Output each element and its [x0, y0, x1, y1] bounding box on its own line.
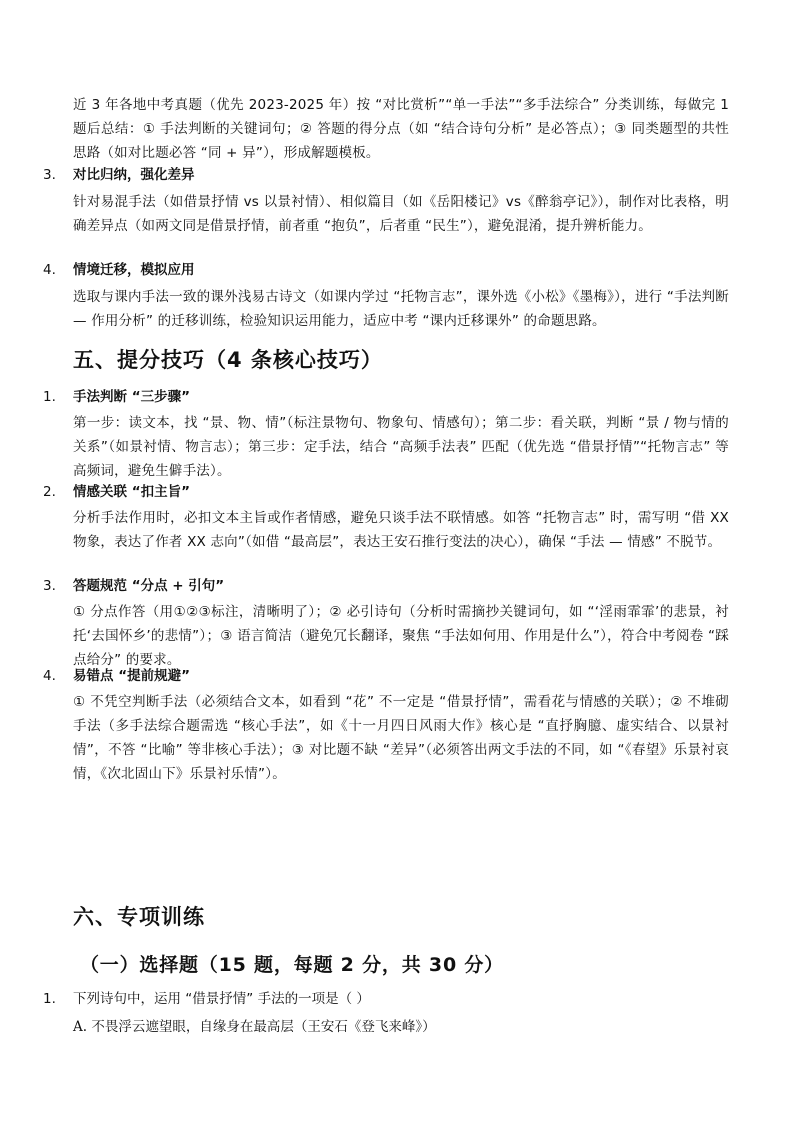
- subsection-heading: （一）选择题（15 题，每题 2 分，共 30 分）: [80, 954, 504, 976]
- tip-number: 2.: [43, 484, 56, 500]
- tip-body: 第一步：读文本，找 “景、物、情”（标注景物句、物象句、情感句）；第二步：看关联，判断 “景 / 物与情的关系”（如景衬情、物言志）；第三步：定手法，结合 “高频手法表” 匹配（优先选 “借景抒情”“托物言志” 等高频词，避免生僻手法）。: [73, 415, 729, 479]
- intro-paragraph: 近 3 年各地中考真题（优先 2023-2025 年）按 “对比赏析”“单一手法”“多手法综合” 分类训练，每做完 1 题后总结：① 手法判断的关键词句；② 答题的得分点（如 “结合诗句分析” 是必答点）；③ 同类题型的共性思路（如对比题必答 “同 + 异”），形成解题模板。: [73, 97, 729, 161]
- method-item-body: 选取与课内手法一致的课外浅易古诗文（如课内学过 “托物言志”，课外选《小松》《墨梅》），进行 “手法判断 — 作用分析” 的迁移训练，检验知识运用能力，适应中考 “课内迁移课外” 的命题思路。: [73, 289, 729, 329]
- tip-number: 1.: [43, 389, 56, 405]
- method-item-number: 4.: [43, 262, 56, 278]
- tip-body: 分析手法作用时，必扣文本主旨或作者情感，避免只谈手法不联情感。如答 “托物言志” 时，需写明 “借 XX 物象，表达了作者 XX 志向”（如借 “最高层”，表达王安石推行变法的决心），确保 “手法 — 情感” 不脱节。: [73, 510, 729, 550]
- tip-title: 易错点 “提前规避”: [73, 668, 190, 684]
- method-item-title: 情境迁移，模拟应用: [73, 262, 195, 278]
- tip-title: 手法判断 “三步骤”: [73, 389, 190, 405]
- question-stem: 下列诗句中，运用 “借景抒情” 手法的一项是（ ）: [73, 991, 370, 1007]
- method-item-body: 针对易混手法（如借景抒情 vs 以景衬情）、相似篇目（如《岳阳楼记》vs《醉翁亭记》），制作对比表格，明确差异点（如两文同是借景抒情，前者重 “抱负”，后者重 “民生”），避免混淆，提升辨析能力。: [73, 194, 729, 234]
- tip-body: ① 分点作答（用①②③标注，清晰明了）；② 必引诗句（分析时需摘抄关键词句，如 “‘淫雨霏霏’的悲景，衬托‘去国怀乡’的悲情”）；③ 语言简洁（避免冗长翻译，聚焦 “手法如何用、作用是什么”），符合中考阅卷 “踩点给分” 的要求。: [73, 604, 729, 668]
- tip-number: 4.: [43, 668, 56, 684]
- tip-number: 3.: [43, 578, 56, 594]
- question-option-a: A. 不畏浮云遮望眼，自缘身在最高层（王安石《登飞来峰》）: [73, 1019, 436, 1035]
- method-item-title: 对比归纳，强化差异: [73, 167, 195, 183]
- tip-title: 答题规范 “分点 + 引句”: [73, 578, 225, 594]
- tip-title: 情感关联 “扣主旨”: [73, 484, 190, 500]
- question-number: 1.: [43, 991, 56, 1007]
- section-heading: 五、提分技巧（4 条核心技巧）: [73, 348, 383, 372]
- tip-body: ① 不凭空判断手法（必须结合文本，如看到 “花” 不一定是 “借景抒情”，需看花与情感的关联）；② 不堆砌手法（多手法综合题需选 “核心手法”，如《十一月四日风雨大作》核心是 “直抒胸臆、虚实结合、以景衬情”，不答 “比喻” 等非核心手法）；③ 对比题不缺 “差异”（必须答出两文手法的不同，如 “《春望》乐景衬哀情，《次北固山下》乐景衬乐情”）。: [73, 694, 729, 782]
- method-item-number: 3.: [43, 167, 56, 183]
- section-heading: 六、专项训练: [73, 905, 205, 929]
